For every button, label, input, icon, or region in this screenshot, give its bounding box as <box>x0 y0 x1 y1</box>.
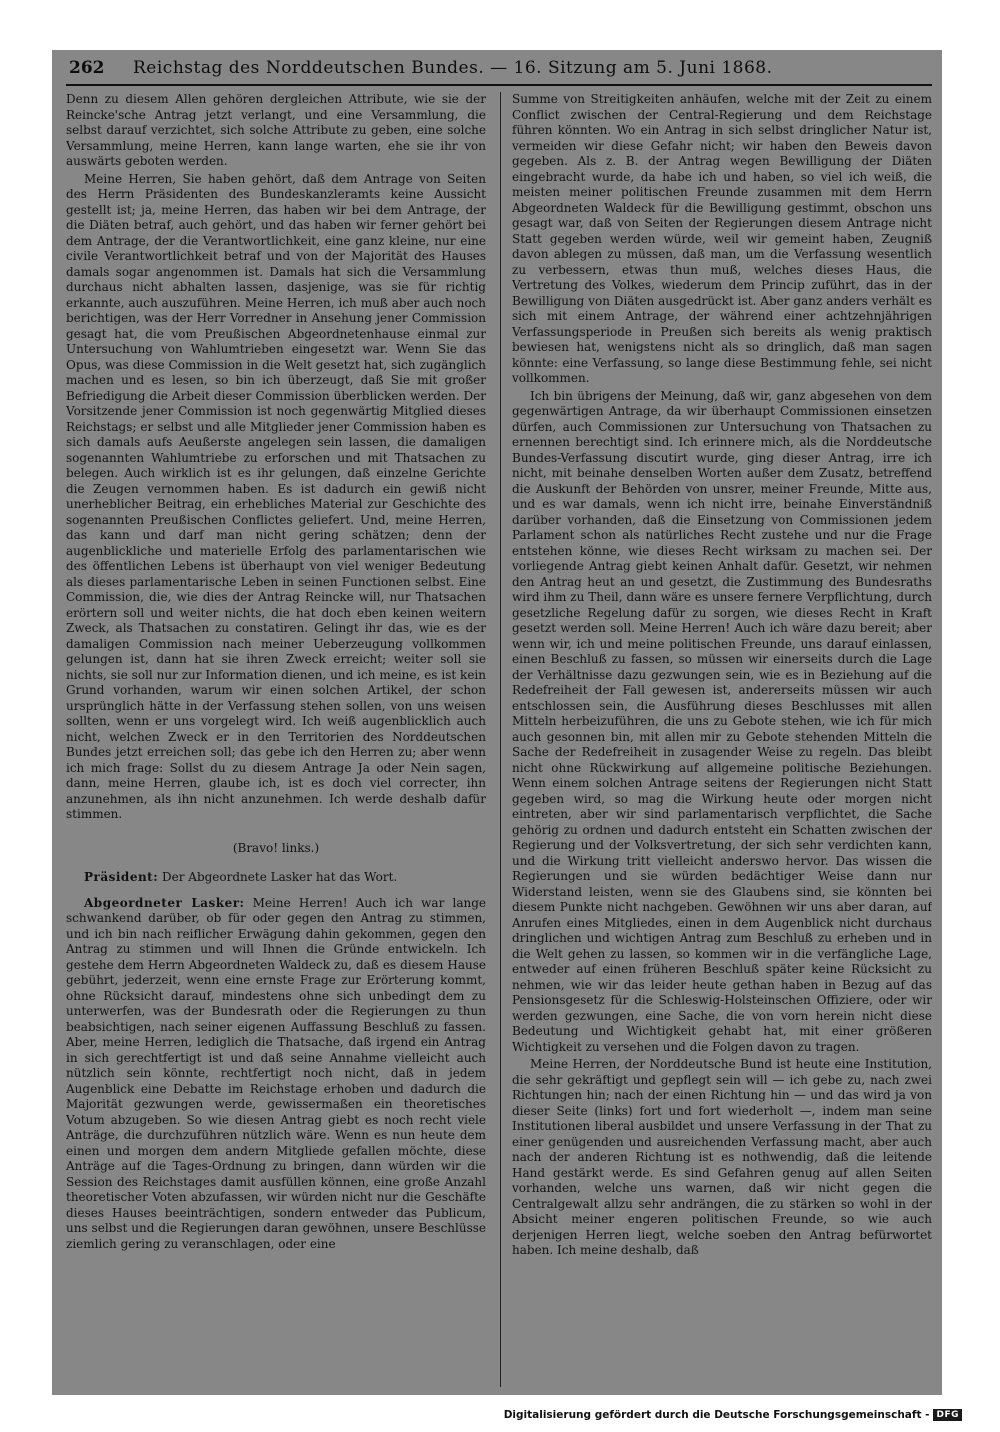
scanned-page <box>52 50 942 1395</box>
left-column <box>66 92 486 1392</box>
digitization-footer <box>504 1409 962 1421</box>
column-divider <box>500 92 501 1387</box>
lasker-text: Meine Herren! Auch ich war lange schwankend darüber, ob für oder gegen den Antrag zu stimmen, und ich bin nach reiflicher Erwägung dahin gekommen, gegen den Antrag zu stimmen und will Ihnen die Gründe entwickeln. Ich gestehe dem Herrn Abgeordneten Waldeck zu, daß es diesem Hause gebührt, jederzeit, wenn eine ernste Frage zur Erörterung kommt, ohne Rücksicht darauf, mindestens ohne sich unbedingt dem zu unterwerfen, was der Bundesrath oder die Regierungen zu thun beabsichtigen, nach seiner eigenen Auffassung Beschluß zu fassen. Aber, meine Herren, lediglich die Thatsache, daß irgend ein Antrag in sich gerechtfertigt ist und daß seine Annahme vielleicht auch nützlich sein könnte, rechtfertigt noch nicht, daß in jedem Augenblick eine Debatte im Reichstage erhoben und dadurch die Majorität gezwungen werde, gewissermaßen ein theoretisches Votum abzugeben. So wie diesen Antrag giebt es noch recht viele Anträge, die durchzuführen nützlich wäre. Wenn es nun heute dem einen und morgen dem andern Mitgliede gefallen möchte, diese Anträge auf die Tages-Ordnung zu bringen, dann würden wir die Session des Reichstages damit ausfüllen können, eine große Anzahl theoretischer Voten abzufassen, wir würden nicht nur die Geschäfte dieses Hauses beeinträchtigen, sondern entweder das Publicum, uns selbst und die Regierungen daran gewöhnen, unsere Beschlüsse ziemlich gering zu veranschlagen, oder eine <box>66 895 486 1251</box>
paragraph: Meine Herren, Sie haben gehört, daß dem Antrage von Seiten des Herrn Präsidenten des Bundeskanzleramts keine Aussicht gestellt ist; ja, meine Herren, das haben wir bei dem Antrage, der die Diäten betraf, auch gehört, und das haben wir ferner gehört bei dem Antrage, der die Verantwortlichkeit, eine ganz kleine, nur eine civile Verantwortlichkeit betraf und von der Majorität des Hauses damals sogar angenommen ist. Damals hat sich die Versammlung durchaus nicht abhalten lassen, dasjenige, was sie für richtig erkannte, auch auszuführen. Meine Herren, ich muß aber auch noch berichtigen, was der Herr Vorredner in Ansehung jener Commission gesagt hat, die vom Preußischen Abgeordnetenhause einmal zur Untersuchung von Wahlumtrieben eingesetzt war. Wenn Sie das Opus, was diese Commission in die Welt gesetzt hat, sich zugänglich machen und es lesen, so bin ich überzeugt, daß Sie mit großer Befriedigung die Arbeit dieser Commission überblicken werden. Der Vorsitzende jener Commission ist noch gegenwärtig Mitglied dieses Reichstags; er selbst und alle Mitglieder jener Commission haben es sich damals aufs Aeußerste angelegen sein lassen, die damaligen sogenannten Wahlumtriebe zu erforschen und mit Thatsachen zu belegen. Auch wirklich ist es ihr gelungen, daß einzelne Gerichte die Zeugen vernommen haben. Es ist dadurch ein gewiß nicht unerheblicher Beitrag, ein erhebliches Material zur Geschichte des sogenannten Preußischen Conflictes geliefert. Und, meine Herren, das kann und darf man nicht gering schätzen; denn der augenblickliche und materielle Erfolg des parlamentarischen wie des öffentlichen Lebens ist überhaupt von viel weniger Bedeutung als dieses parlamentarische Leben in seinen Functionen selbst. Eine Commission, die, wie dies der Antrag Reincke will, nur Thatsachen erörtern soll und weiter nichts, die hat doch eben keinen weitern Zweck, als Thatsachen zu constatiren. Gelingt ihr das, wie es der damaligen Commission nach meiner Ueberzeugung vollkommen gelungen ist, dann hat sie ihren Zweck erreicht; weiter soll sie nichts, sie soll nur zur Information dienen, und ich meine, es ist kein Grund vorhanden, warum wir einen solchen Artikel, der schon ursprünglich hätte in der Verfassung stehen sollen, von uns weisen sollten, wenn er uns vorgelegt wird. Ich weiß augenblicklich auch nicht, welchen Zweck er in den Territorien des Norddeutschen Bundes jetzt erreichen soll; das gebe ich den Herren zu; aber wenn ich mich frage: Sollst du zu diesem Antrage Ja oder Nein sagen, dann, meine Herren, glaube ich, ist es doch viel correcter, ihn anzunehmen, als ihn nicht anzunehmen. Ich werde deshalb dafür stimmen. <box>66 171 486 821</box>
president-text: Der Abgeordnete Lasker hat das Wort. <box>162 870 398 884</box>
paragraph: Meine Herren, der Norddeutsche Bund ist heute eine Institution, die sehr gekräftigt und gepflegt sein will — ich gebe zu, nach zwei Richtungen hin; nach der einen Richtung hin — und das wird ja von dieser Seite (links) fort und fort wiederholt —, indem man seine Institutionen liberal ausbildet und unsere Verfassung in der That zu einer genügenden und ausreichenden Verfassung macht, aber auch nach der anderen Richtung ist es nothwendig, daß die leitende Hand gestärkt werde. Es sind Gefahren genug auf allen Seiten vorhanden, welche uns warnen, daß wir nicht gegen die Centralgewalt allzu sehr andrängen, die zu stärken so wohl in der Absicht meiner engeren politischen Freunde, so wie auch derjenigen Herren liegt, welche soeben den Antrag befürwortet haben. Ich meine deshalb, daß <box>512 1057 932 1257</box>
applause-note: (Bravo! links.) <box>232 840 320 855</box>
speaker-label-lasker: Abgeordneter Lasker: <box>84 895 245 910</box>
paragraph: Summe von Streitigkeiten anhäufen, welche mit der Zeit zu einem Conflict zwischen der Central-Regierung und dem Reichstage führen könnten. Wo ein Antrag in sich selbst dringlicher Natur ist, vermeiden wir diese Gefahr nicht; wir haben den Beweis davon gegeben. Als z. B. der Antrag wegen Bewilligung der Diäten eingebracht wurde, da habe ich und haben, so viel ich weiß, die meisten meiner politischen Freunde zusammen mit dem Herrn Abgeordneten Waldeck für die Bewilligung gestimmt, obschon uns gesagt war, daß von Seiten der Regierungen diesem Antrage nicht Statt gegeben werden würde, weil wir gemeint haben, Zeugniß davon ablegen zu müssen, daß man, um die Verfassung wesentlich zu verbessern, etwas thun muß, welches dieses Haus, die Vertretung des Volkes, wiederum dem Princip zuführt, das in der Bewilligung von Diäten ausgedrückt ist. Aber ganz anders verhält es sich mit einem Antrage, der während einer achtzehnjährigen Verfassungsperiode in Preußen sich bereits als wenig praktisch bewiesen hat, wenigstens nicht als so dringlich, daß man sagen könnte: eine Verfassung, so lange diese Bestimmung fehle, sei nicht vollkommen. <box>512 92 932 385</box>
dfg-logo: DFG <box>933 1409 962 1421</box>
page-header <box>69 58 929 86</box>
speaker-label-president: Präsident: <box>84 870 159 884</box>
paragraph: Ich bin übrigens der Meinung, daß wir, ganz abgesehen von dem gegenwärtigen Antrage, da wir überhaupt Commissionen einsetzen dürfen, auch Commissionen zur Untersuchung von Thatsachen zu ernennen berechtigt sind. Ich erinnere mich, als die Norddeutsche Bundes-Verfassung discutirt wurde, ging dieser Antrag, irre ich nicht, mit beinahe denselben Worten außer dem Zusatz, betreffend die Auskunft der Behörden von unsrer, meiner Freunde, Mitte aus, und es war damals, wenn ich nicht irre, beinahe Einverständniß darüber vorhanden, daß die Einsetzung von Commissionen jedem Parlament schon als natürliches Recht zustehe und nur die Frage entstehen könne, wie dieses Recht wirksam zu machen sei. Der vorliegende Antrag giebt keinen Anhalt dafür. Gesetzt, wir nehmen den Antrag heut an und gesetzt, die Zustimmung des Bundesraths wird ihm zu Theil, dann wäre es unsere fernere Verpflichtung, durch gesetzliche Regelung dafür zu sorgen, wie dieses Recht in Kraft gesetzt werden soll. Meine Herren! Auch ich wäre dazu bereit; aber wenn wir, ich und meine politischen Freunde, uns darauf einlassen, einen Beschluß zu fassen, so müssen wir einerseits durch die Lage der Verhältnisse dazu gezwungen sein, wie es in Beziehung auf die Redefreiheit der Fall gewesen ist, andererseits müssen wir auch entschlossen sein, die Ausführung dieses Beschlusses mit allen Mitteln herbeizuführen, die uns zu Gebote stehen, wie ich für mich auch gesonnen bin, mit allen mir zu Gebote stehenden Mitteln die Sache der Redefreiheit in zusagender Weise zu regeln. Das bleibt nicht ohne Rückwirkung auf allgemeine politische Beziehungen. Wenn einem solchen Antrage seitens der Regierungen nicht Statt gegeben wird, so mag die Wirkung heute oder morgen nicht eintreten, aber wir sind parlamentarisch verpflichtet, die Sache gehörig zu ordnen und dadurch entsteht ein Schatten zwischen der Regierung und der Volksvertretung, der sich sehr verdichten kann, und die Wirkung tritt vielleicht anderswo hervor. Das wissen die Regierungen und sie würden bedächtiger Weise dann nur Widerstand leisten, wenn sie des Glaubens sind, sie könnten bei diesem Punkte nicht nachgeben. Gewöhnen wir uns aber daran, auf Anrufen eines Mitgliedes, einen in dem Augenblick nicht durchaus dringlichen und wichtigen Antrag zum Beschluß zu erheben und in die Welt gehen zu lassen, so kommen wir in die verfängliche Lage, entweder auf einen früheren Beschluß später keine Rücksicht zu nehmen, wie wir das leider heute gethan haben in Bezug auf das Pensionsgesetz für die Schleswig-Holsteinschen Offiziere, oder wir werden gezwungen, eine Sache, die von vorn herein nicht diese Bedeutung und Wichtigkeit gehabt hat, mit einer größeren Wichtigkeit zu versehen und die Folgen davon zu tragen. <box>512 388 932 1054</box>
digitization-note-text: Digitalisierung gefördert durch die Deutsche Forschungsgemeinschaft - <box>503 1409 930 1421</box>
page-number: 262 <box>69 58 105 78</box>
running-head: Reichstag des Norddeutschen Bundes. — 16. Sitzung am 5. Juni 1868. <box>133 58 773 78</box>
lasker-speech <box>66 896 486 1253</box>
president-statement <box>66 870 486 886</box>
right-column <box>512 92 932 1392</box>
header-rule <box>66 84 932 86</box>
paragraph: Denn zu diesem Allen gehören dergleichen Attribute, wie sie der Reincke'sche Antrag jetzt verlangt, und eine Versammlung, die selbst darauf verzichtet, sich solche Attribute zu geben, eine solche Versammlung, meine Herren, kann lange warten, ehe sie ihr von auswärts geboten werden. <box>66 92 486 168</box>
